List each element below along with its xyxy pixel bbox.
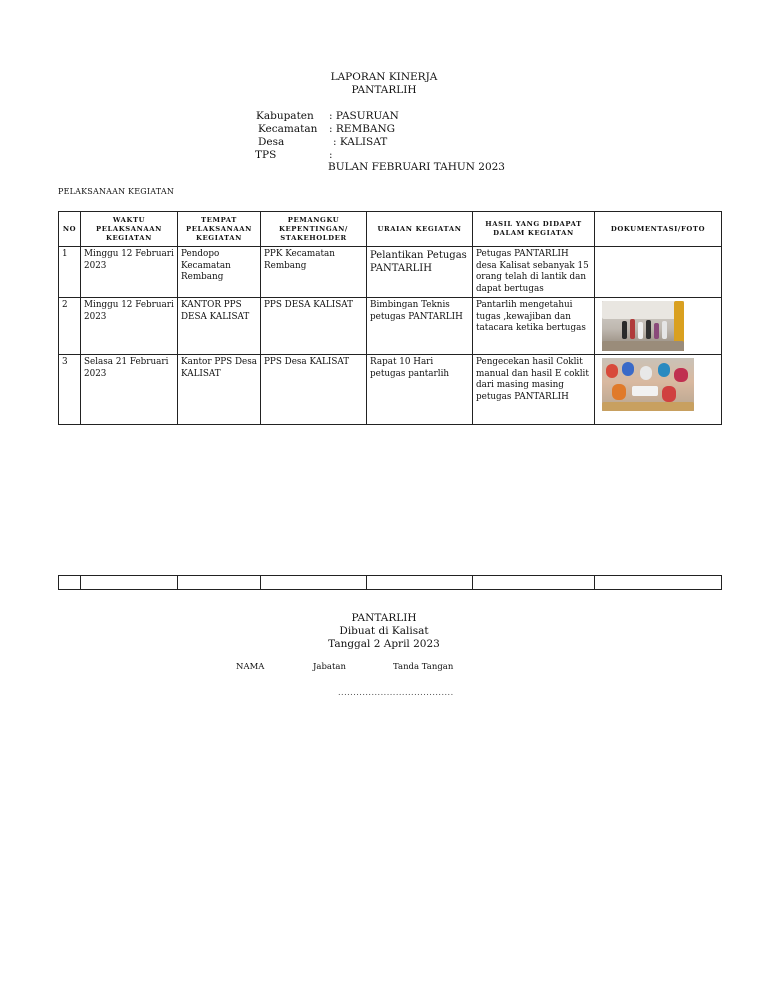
cell-uraian: Pelantikan Petugas PANTARLIH [367, 247, 473, 298]
empty-cell [595, 576, 722, 590]
signature-jabatan-label: Jabatan [313, 662, 346, 672]
empty-cell [81, 576, 178, 590]
signature-nama-label: NAMA [236, 662, 265, 672]
empty-cell [473, 576, 595, 590]
cell-tempat: KANTOR PPS DESA KALISAT [178, 298, 261, 355]
cell-no: 2 [59, 298, 81, 355]
section-title: PELAKSANAAN KEGIATAN [58, 187, 175, 196]
desa-value: : KALISAT [333, 136, 388, 148]
cell-dokumentasi [595, 247, 722, 298]
table-row [59, 355, 722, 425]
cell-waktu: Selasa 21 Februari 2023 [81, 355, 178, 425]
table-row [59, 247, 722, 298]
cell-dokumentasi [595, 298, 722, 355]
cell-hasil: Pengecekan hasil Coklit manual dan hasil E coklit dari masing masing petugas PANTARLIH [473, 355, 595, 425]
empty-cell [178, 576, 261, 590]
header-dokumentasi: DOKUMENTASI/FOTO [595, 212, 722, 247]
header-waktu: WAKTU PELAKSANAAN KEGIATAN [81, 212, 178, 247]
empty-cell [367, 576, 473, 590]
cell-pemangku: PPS DESA KALISAT [261, 298, 367, 355]
table-header-row [59, 212, 722, 247]
cell-dokumentasi [595, 355, 722, 425]
footer-date: Tanggal 2 April 2023 [328, 638, 440, 650]
table-row [59, 298, 722, 355]
header-uraian: URAIAN KEGIATAN [367, 212, 473, 247]
empty-table-row [58, 575, 722, 590]
cell-hasil: Petugas PANTARLIH desa Kalisat sebanyak 15 orang telah di lantik dan dapat bertugas [473, 247, 595, 298]
desa-label: Desa [258, 136, 285, 148]
cell-pemangku: PPS Desa KALISAT [261, 355, 367, 425]
cell-tempat: Kantor PPS Desa KALISAT [178, 355, 261, 425]
cell-no: 3 [59, 355, 81, 425]
cell-uraian: Rapat 10 Hari petugas pantarlih [367, 355, 473, 425]
cell-waktu: Minggu 12 Februari 2023 [81, 298, 178, 355]
cell-hasil: Pantarlih mengetahui tugas ,kewajiban dan tatacara ketika bertugas [473, 298, 595, 355]
report-title: LAPORAN KINERJA [330, 71, 438, 83]
empty-cell [59, 576, 81, 590]
kabupaten-label: Kabupaten [256, 110, 314, 122]
header-hasil: HASIL YANG DIDAPAT DALAM KEGIATAN [473, 212, 595, 247]
activity-table [58, 211, 722, 425]
kecamatan-value: : REMBANG [329, 123, 396, 135]
tps-label: TPS [255, 149, 277, 161]
cell-no: 1 [59, 247, 81, 298]
header-tempat: TEMPAT PELAKSANAAN KEGIATAN [178, 212, 261, 247]
cell-uraian: Bimbingan Teknis petugas PANTARLIH [367, 298, 473, 355]
empty-cell [261, 576, 367, 590]
cell-pemangku: PPK Kecamatan Rembang [261, 247, 367, 298]
signature-line: ...................................... [338, 688, 454, 697]
table-row [59, 576, 722, 590]
header-pemangku: PEMANGKU KEPENTINGAN/ STAKEHOLDER [261, 212, 367, 247]
documentation-photo [602, 358, 694, 411]
tps-value: : [329, 149, 333, 161]
cell-waktu: Minggu 12 Februari 2023 [81, 247, 178, 298]
documentation-photo [602, 301, 684, 351]
header-no: NO [59, 212, 81, 247]
signature-ttd-label: Tanda Tangan [393, 662, 454, 672]
kecamatan-label: Kecamatan [258, 123, 318, 135]
kabupaten-value: : PASURUAN [329, 110, 399, 122]
footer-place: Dibuat di Kalisat [339, 625, 429, 637]
report-subtitle: PANTARLIH [351, 84, 417, 96]
report-period: BULAN FEBRUARI TAHUN 2023 [328, 161, 505, 173]
footer-role: PANTARLIH [351, 612, 417, 624]
cell-tempat: Pendopo Kecamatan Rembang [178, 247, 261, 298]
